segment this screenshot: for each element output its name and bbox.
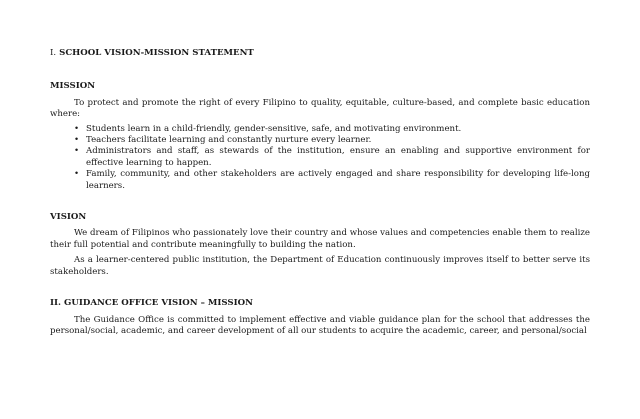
guidance-paragraph: The Guidance Office is committed to implement effective and viable guidance plan for the school that addresses the personal/social, academic, and career development of all our students to acquire the academic, career, and personal/social	[50, 314, 590, 336]
list-item: • Family, community, and other stakeholders are actively engaged and share responsibility for developing life-long learners.	[74, 169, 590, 191]
bullet-icon: •	[74, 135, 80, 146]
vision-paragraph-2: As a learner-centered public institution, the Department of Education continuously improves itself to better serve its stakeholders.	[50, 255, 590, 277]
list-item: • Teachers facilitate learning and constantly nurture every learner.	[74, 135, 372, 146]
list-item: • Students learn in a child-friendly, gender-sensitive, safe, and motivating environment.	[74, 123, 462, 134]
bullet-icon: •	[74, 146, 80, 157]
section2-heading: II. GUIDANCE OFFICE VISION – MISSION	[50, 298, 253, 309]
mission-heading: MISSION	[50, 81, 96, 92]
list-item: • Administrators and staff, as stewards of the institution, ensure an enabling and supportive environment for effective learning to happen.	[74, 146, 590, 168]
vision-paragraph-1: We dream of Filipinos who passionately love their country and whose values and competencies enable them to realize their full potential and contribute meaningfully to building the nation.	[50, 228, 590, 250]
section1-heading	[50, 48, 590, 59]
bullet-icon: •	[74, 169, 80, 180]
mission-bullet-list	[50, 124, 590, 192]
bullet-icon: •	[74, 123, 80, 134]
vision-heading: VISION	[50, 212, 87, 223]
mission-intro: To protect and promote the right of every Filipino to quality, equitable, culture-based, and complete basic education where:	[50, 97, 590, 120]
section1-title: SCHOOL VISION-MISSION STATEMENT	[59, 48, 254, 58]
section1-number: I.	[50, 48, 57, 58]
